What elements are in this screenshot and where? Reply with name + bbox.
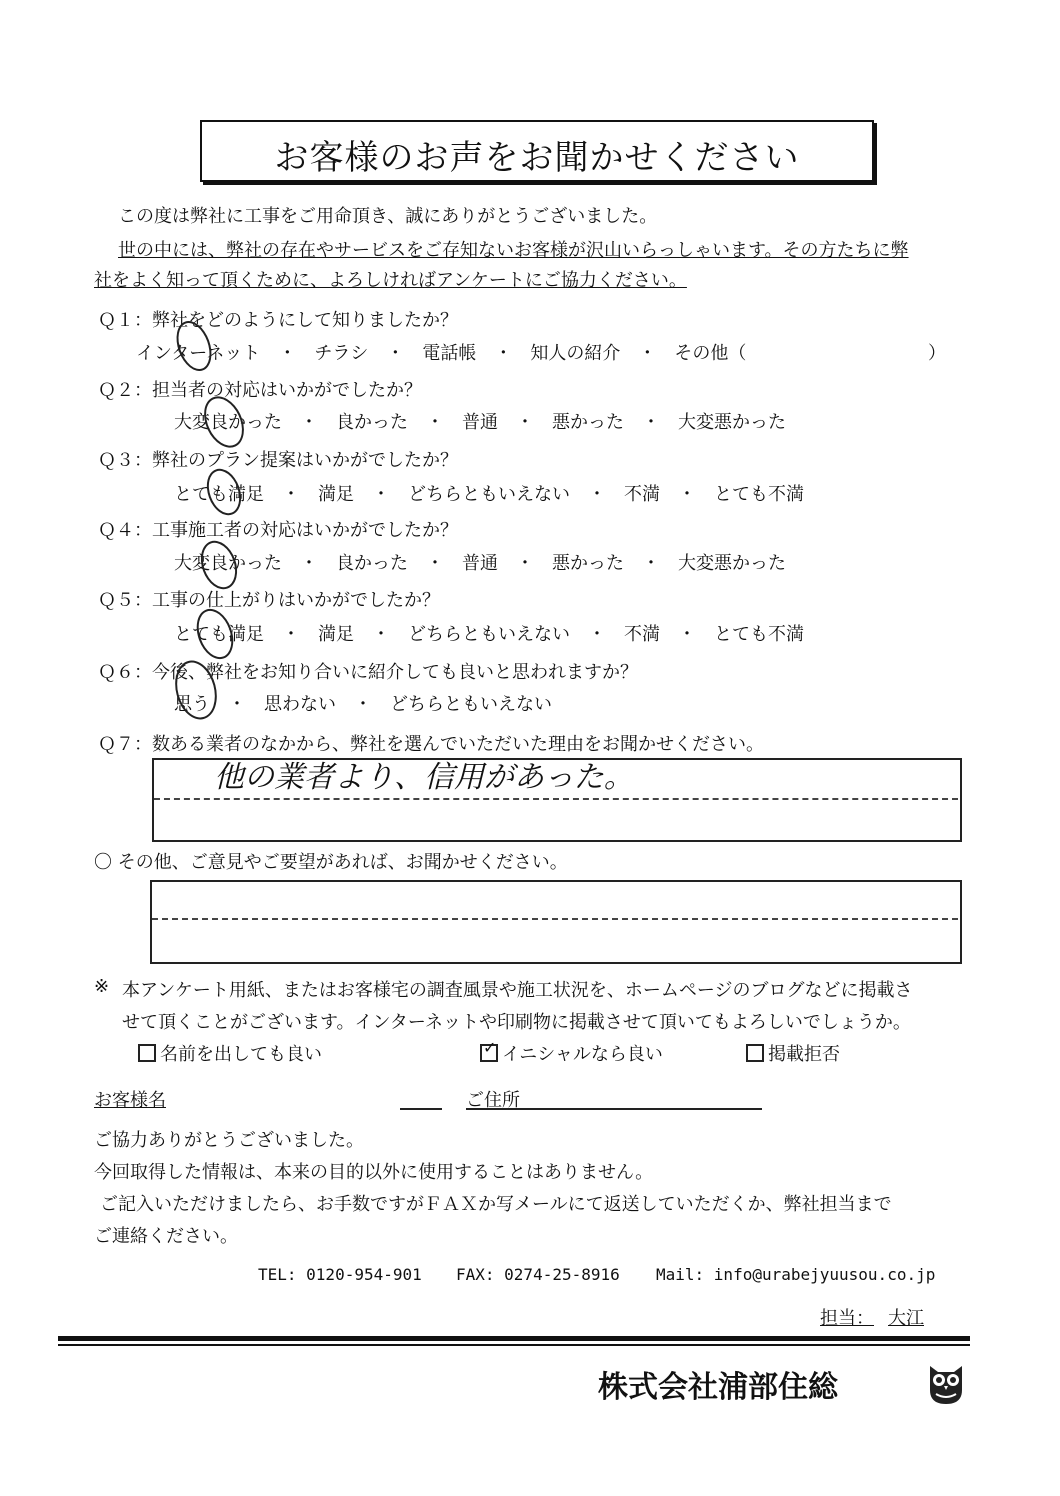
address-label: ご住所 (466, 1090, 520, 1111)
other-answer-dashed-line (152, 918, 958, 920)
permission-option-3-label: 掲載拒否 (768, 1044, 840, 1065)
intro-line-3: 社をよく知って頂くために、よろしければアンケートにご協力ください。 (94, 270, 687, 291)
q1-options: インターネット ・ チラシ ・ 電話帳 ・ 知人の紹介 ・ その他（ (136, 343, 747, 364)
q5-answer-circle (190, 604, 240, 664)
q3-options: とても満足 ・ 満足 ・ どちらともいえない ・ 不満 ・ とても不満 (174, 484, 804, 505)
staff-name: 大江 (888, 1308, 924, 1329)
closing-line-3: ご記入いただけましたら、お手数ですがＦＡＸか写メールにて返送していただくか、弊社担当まで (100, 1194, 892, 1215)
closing-line-2: 今回取得した情報は、本来の目的以外に使用することはありません。 (94, 1162, 654, 1183)
checked-checkbox-icon[interactable]: ✓ (480, 1044, 498, 1062)
q6-label: Ｑ６：今後、弊社をお知り合いに紹介しても良いと思われますか？ (98, 662, 638, 683)
other-answer-box (150, 880, 962, 964)
intro-line-1: この度は弊社に工事をご用命頂き、誠にありがとうございました。 (118, 206, 658, 227)
q7-label: Ｑ７：数ある業者のなかから、弊社を選んでいただいた理由をお聞かせください。 (98, 734, 764, 755)
footer-rule-thick (58, 1336, 970, 1341)
notice-mark: ※ (94, 976, 110, 997)
contact-mail: Mail: info@urabejyuusou.co.jp (656, 1265, 936, 1284)
checkbox-icon[interactable] (138, 1044, 156, 1062)
q2-label: Ｑ２：担当者の対応はいかがでしたか？ (98, 380, 422, 401)
q3-answer-circle (201, 464, 247, 520)
footer-rule-thin (58, 1344, 970, 1346)
q1-label: Ｑ１：弊社をどのようにして知りましたか？ (98, 310, 458, 331)
q7-answer-dashed-line (154, 798, 958, 800)
closing-line-1: ご協力ありがとうございました。 (94, 1130, 364, 1151)
q6-options: 思う ・ 思わない ・ どちらともいえない (174, 694, 552, 715)
title-box (200, 120, 874, 182)
q3-label: Ｑ３：弊社のプラン提案はいかがでしたか？ (98, 450, 458, 471)
permission-option-2[interactable] (480, 1040, 663, 1066)
contact-tel: TEL: 0120-954-901 (258, 1265, 422, 1284)
notice-line-1: 本アンケート用紙、またはお客様宅の調査風景や施工状況を、ホームページのブログなどに掲載さ (122, 980, 913, 1001)
page-title: お客様のお声をお聞かせください (274, 138, 800, 178)
permission-option-1-label: 名前を出しても良い (160, 1044, 322, 1065)
q4-label: Ｑ４：工事施工者の対応はいかがでしたか？ (98, 520, 458, 541)
permission-option-3[interactable] (746, 1040, 840, 1066)
q2-options: 大変良かった ・ 良かった ・ 普通 ・ 悪かった ・ 大変悪かった (174, 412, 786, 433)
q5-label: Ｑ５：工事の仕上がりはいかがでしたか？ (98, 590, 440, 611)
staff-label: 担当： (820, 1308, 874, 1329)
customer-name-line (400, 1108, 442, 1110)
notice-line-2: せて頂くことがございます。インターネットや印刷物に掲載させて頂いてもよろしいでしょうか。 (122, 1012, 911, 1033)
q5-options: とても満足 ・ 満足 ・ どちらともいえない ・ 不満 ・ とても不満 (174, 624, 804, 645)
contact-fax: FAX: 0274-25-8916 (456, 1265, 620, 1284)
intro-line-2: 世の中には、弊社の存在やサービスをご存知ないお客様が沢山いらっしゃいます。その方たちに弊 (118, 240, 909, 261)
q1-close-paren: ） (928, 343, 946, 364)
permission-option-2-label: イニシャルなら良い (502, 1044, 663, 1065)
permission-option-1[interactable] (138, 1040, 322, 1066)
closing-line-4: ご連絡ください。 (94, 1226, 238, 1247)
q4-options: 大変良かった ・ 良かった ・ 普通 ・ 悪かった ・ 大変悪かった (174, 553, 786, 574)
address-line (466, 1108, 762, 1110)
other-label: 〇 その他、ご意見やご要望があれば、お聞かせください。 (94, 852, 568, 873)
owl-icon (924, 1360, 968, 1406)
checkbox-icon[interactable] (746, 1044, 764, 1062)
company-name: 株式会社浦部住総 (598, 1370, 838, 1405)
customer-name-label: お客様名 (94, 1090, 166, 1111)
q7-handwritten-answer: 他の業者より、信用があった。 (214, 760, 634, 795)
